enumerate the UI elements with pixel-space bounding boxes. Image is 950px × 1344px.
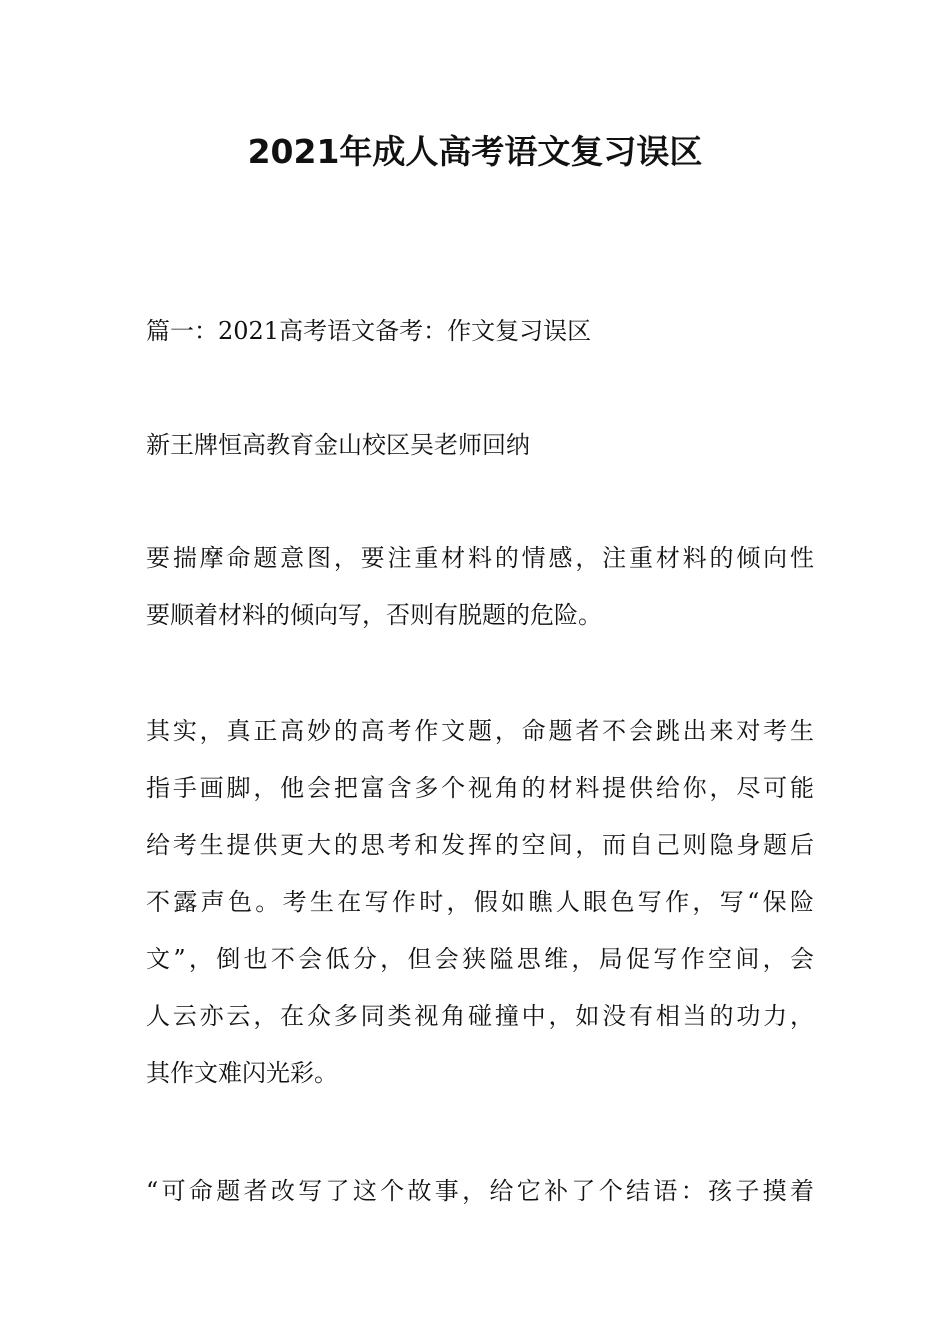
paragraph-line: 其作文难闪光彩。	[146, 1059, 338, 1087]
section-heading: 篇一：2021高考语文备考：作文复习误区	[146, 317, 592, 345]
paragraph-3	[146, 1163, 814, 1220]
paragraph-line: 给考生提供更大的思考和发挥的空间，而自己则隐身题后	[146, 831, 814, 859]
paragraph-line: 人云亦云，在众多同类视角碰撞中，如没有相当的功力，	[146, 1002, 814, 1030]
paragraph-line: 其实，真正高妙的高考作文题，命题者不会跳出来对考生	[146, 717, 814, 745]
paragraph-line: 要揣摩命题意图，要注重材料的情感，注重材料的倾向性	[146, 544, 814, 572]
paragraph-line: 指手画脚，他会把富含多个视角的材料提供给你，尽可能	[146, 774, 814, 802]
paragraph-2	[146, 703, 814, 1102]
paragraph-line: 不露声色。考生在写作时，假如瞧人眼色写作，写“保险	[146, 888, 814, 916]
byline: 新王牌恒高教育金山校区吴老师回纳	[146, 431, 530, 459]
paragraph-line: “可命题者改写了这个故事，给它补了个结语：孩子摸着	[146, 1177, 814, 1205]
document-title: 2021年成人高考语文复习误区	[247, 132, 703, 171]
paragraph-1	[146, 530, 814, 644]
paragraph-line: 要顺着材料的倾向写，否则有脱题的危险。	[146, 601, 602, 629]
paragraph-line: 文”，倒也不会低分，但会狭隘思维，局促写作空间，会	[146, 945, 814, 973]
